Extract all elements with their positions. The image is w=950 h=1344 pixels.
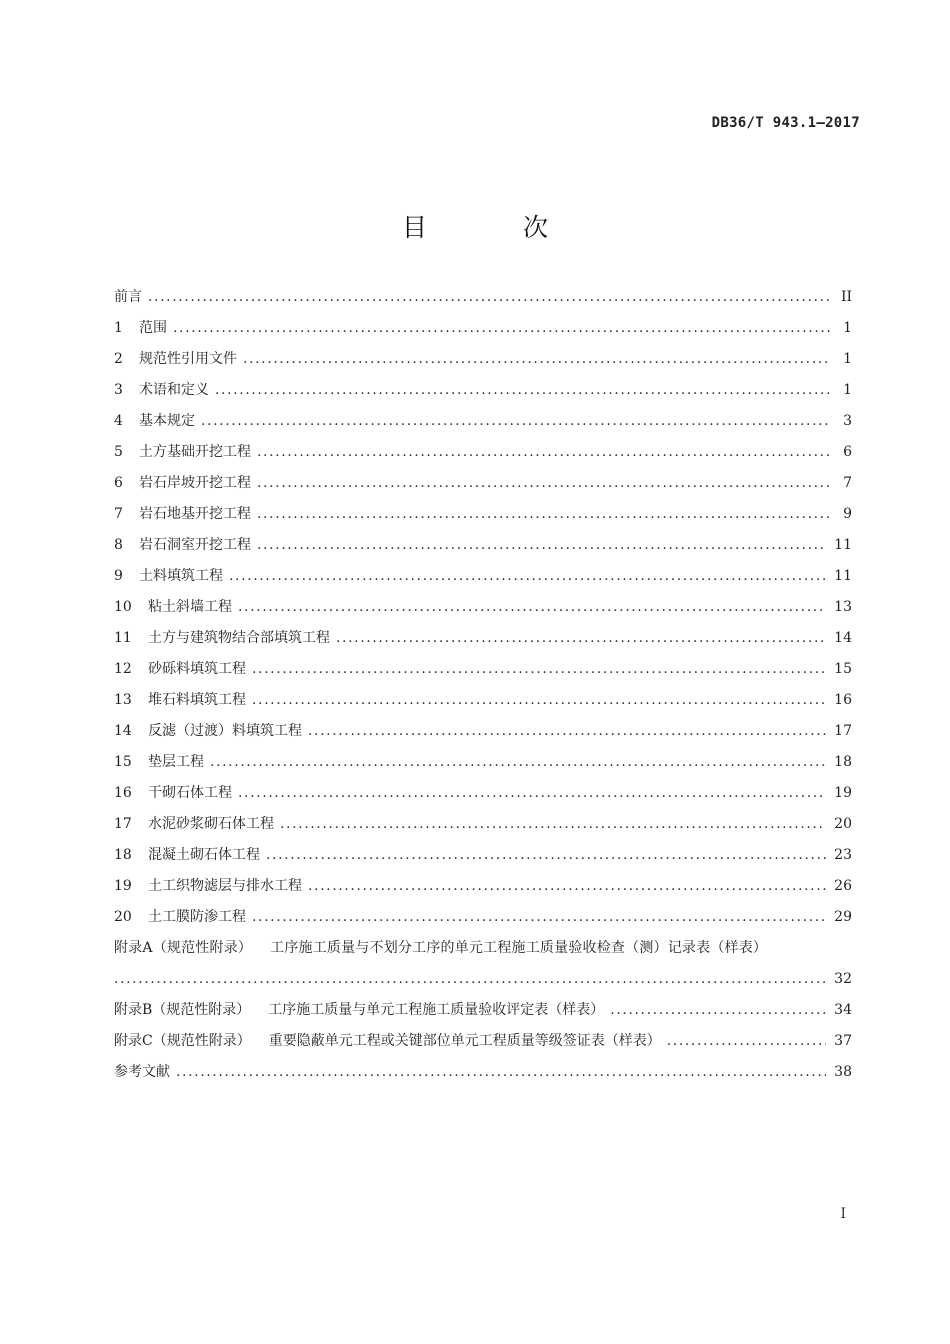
leader-dots (257, 468, 830, 499)
toc-entry-page: 37 (834, 1033, 852, 1049)
toc-entry[interactable] (114, 592, 852, 623)
toc-entry-number: 19 (114, 878, 132, 894)
leader-dots (308, 716, 826, 747)
toc-appendix-b[interactable] (114, 995, 852, 1026)
toc-entry-page: 11 (834, 537, 852, 553)
toc-entry[interactable] (114, 747, 852, 778)
toc-entry-title: 砂砾料填筑工程 (148, 661, 246, 677)
leader-dots (257, 499, 830, 530)
leader-dots (266, 840, 826, 871)
toc-entry-number: 16 (114, 785, 132, 801)
toc-entry-number: 6 (114, 475, 123, 491)
toc-entry[interactable] (114, 561, 852, 592)
toc-entry-title: 土工膜防渗工程 (148, 909, 246, 925)
toc-entry-number: 18 (114, 847, 132, 863)
toc-entry[interactable] (114, 902, 852, 933)
toc-appendix-title: 工序施工质量与单元工程施工质量验收评定表（样表） (268, 1002, 605, 1018)
toc-entry-references[interactable] (114, 1057, 852, 1088)
toc-entry-page: 6 (843, 444, 852, 460)
leader-dots (176, 1057, 826, 1088)
toc-entry-number: 15 (114, 754, 132, 770)
leader-dots (148, 282, 830, 313)
toc-entry-page: II (840, 289, 852, 305)
toc-entry-title: 混凝土砌石体工程 (148, 847, 260, 863)
toc-entry-page: 20 (834, 816, 852, 832)
toc-appendix-c[interactable] (114, 1026, 852, 1057)
leader-dots (238, 778, 826, 809)
toc-entry-number: 9 (114, 568, 123, 584)
toc-entry-page: 1 (843, 320, 852, 336)
toc-entry-title: 反滤（过渡）料填筑工程 (148, 723, 302, 739)
toc-entry[interactable] (114, 871, 852, 902)
toc-entry-title: 岩石洞室开挖工程 (139, 537, 251, 553)
toc-entry-title: 范围 (139, 320, 167, 336)
leader-dots (114, 964, 826, 995)
leader-dots (257, 437, 830, 468)
toc-entry-number: 14 (114, 723, 132, 739)
toc-entry-page: 1 (843, 351, 852, 367)
toc-entry-title: 堆石料填筑工程 (148, 692, 246, 708)
toc-entry[interactable] (114, 406, 852, 437)
toc-entry-page: 38 (834, 1064, 852, 1080)
toc-appendix-label: 附录B（规范性附录） (114, 1002, 251, 1018)
toc-entry-page: 32 (834, 971, 852, 987)
leader-dots (667, 1026, 826, 1057)
footer-page-number: I (840, 1206, 846, 1222)
leader-dots (257, 530, 826, 561)
toc-entry-page: 1 (843, 382, 852, 398)
toc-entry[interactable] (114, 809, 852, 840)
toc-entry-title: 干砌石体工程 (148, 785, 232, 801)
toc-entry-number: 10 (114, 599, 132, 615)
toc-appendix-label: 附录A（规范性附录） (114, 940, 253, 956)
toc-entry-number: 3 (114, 382, 123, 398)
toc-entry[interactable] (114, 437, 852, 468)
toc-entry-title: 岩石地基开挖工程 (139, 506, 251, 522)
toc-entry[interactable] (114, 840, 852, 871)
toc-entry[interactable] (114, 344, 852, 375)
toc-entry-number: 13 (114, 692, 132, 708)
toc-entry-page: 17 (834, 723, 852, 739)
leader-dots (336, 623, 826, 654)
leader-dots (308, 871, 826, 902)
toc-entry-page: 7 (843, 475, 852, 491)
toc-entry-page: 23 (834, 847, 852, 863)
toc-title: 目 次 (402, 213, 592, 242)
toc-entry[interactable] (114, 313, 852, 344)
toc-entry-number: 5 (114, 444, 123, 460)
toc-entry[interactable] (114, 499, 852, 530)
leader-dots (173, 313, 830, 344)
toc-entry-number: 2 (114, 351, 123, 367)
toc-entry-page: 16 (834, 692, 852, 708)
toc-entry-page: 15 (834, 661, 852, 677)
toc-entry-title: 规范性引用文件 (139, 351, 237, 367)
toc-appendix-title: 重要隐蔽单元工程或关键部位单元工程质量等级签证表（样表） (268, 1033, 661, 1049)
toc-entry-number: 12 (114, 661, 132, 677)
toc-entry[interactable] (114, 375, 852, 406)
leader-dots (610, 995, 826, 1026)
leader-dots (210, 747, 826, 778)
toc-appendix-heading (114, 995, 604, 1026)
leader-dots (215, 375, 830, 406)
toc-appendix-heading (114, 1026, 661, 1057)
toc-entry-number: 1 (114, 320, 123, 336)
toc-entry-page: 19 (834, 785, 852, 801)
toc-entry[interactable] (114, 716, 852, 747)
toc-entry-title: 粘土斜墙工程 (148, 599, 232, 615)
toc-entry-title: 参考文献 (114, 1064, 170, 1080)
toc-entry-page: 34 (834, 1002, 852, 1018)
toc-entry-page: 11 (834, 568, 852, 584)
leader-dots (238, 592, 826, 623)
toc-entry-title: 土方基础开挖工程 (139, 444, 251, 460)
toc-entry[interactable] (114, 468, 852, 499)
toc-appendix-label: 附录C（规范性附录） (114, 1033, 251, 1049)
toc-appendix-heading (114, 933, 852, 964)
toc-entry-title: 土方与建筑物结合部填筑工程 (148, 630, 330, 646)
toc-entry-title: 水泥砂浆砌石体工程 (148, 816, 274, 832)
standard-code: DB36/T 943.1—2017 (711, 115, 860, 131)
toc-appendix-a[interactable] (114, 933, 852, 964)
toc-entry-page: 13 (834, 599, 852, 615)
toc-entry-number: 4 (114, 413, 123, 429)
toc-entry[interactable] (114, 654, 852, 685)
leader-dots (229, 561, 826, 592)
toc-entry-page: 26 (834, 878, 852, 894)
toc-entry-title: 垫层工程 (148, 754, 204, 770)
toc-entry-number: 8 (114, 537, 123, 553)
toc-entry-foreword[interactable] (114, 282, 852, 313)
toc-entry[interactable] (114, 778, 852, 809)
toc-entry-number: 11 (114, 630, 132, 646)
toc-entry-page: 9 (843, 506, 852, 522)
leader-dots (243, 344, 830, 375)
toc-entry-number: 17 (114, 816, 132, 832)
leader-dots (252, 902, 826, 933)
toc-entry-number: 20 (114, 909, 132, 925)
toc-entry-page: 29 (834, 909, 852, 925)
leader-dots (252, 685, 826, 716)
table-of-contents (114, 282, 852, 1088)
toc-entry-title: 前言 (114, 289, 142, 305)
toc-appendix-title: 工序施工质量与不划分工序的单元工程施工质量验收检查（测）记录表（样表） (270, 940, 768, 956)
toc-entry[interactable] (114, 685, 852, 716)
toc-entry-title: 土工织物滤层与排水工程 (148, 878, 302, 894)
toc-entry-number: 7 (114, 506, 123, 522)
toc-entry-title: 土料填筑工程 (139, 568, 223, 584)
toc-appendix-a-page-line[interactable] (114, 964, 852, 995)
toc-entry-title: 术语和定义 (139, 382, 209, 398)
leader-dots (201, 406, 830, 437)
toc-entry-page: 3 (843, 413, 852, 429)
toc-entry[interactable] (114, 623, 852, 654)
toc-entry-page: 18 (834, 754, 852, 770)
toc-entry-page: 14 (834, 630, 852, 646)
toc-entry[interactable] (114, 530, 852, 561)
toc-entry-title: 岩石岸坡开挖工程 (139, 475, 251, 491)
leader-dots (280, 809, 826, 840)
toc-entry-title: 基本规定 (139, 413, 195, 429)
leader-dots (252, 654, 826, 685)
